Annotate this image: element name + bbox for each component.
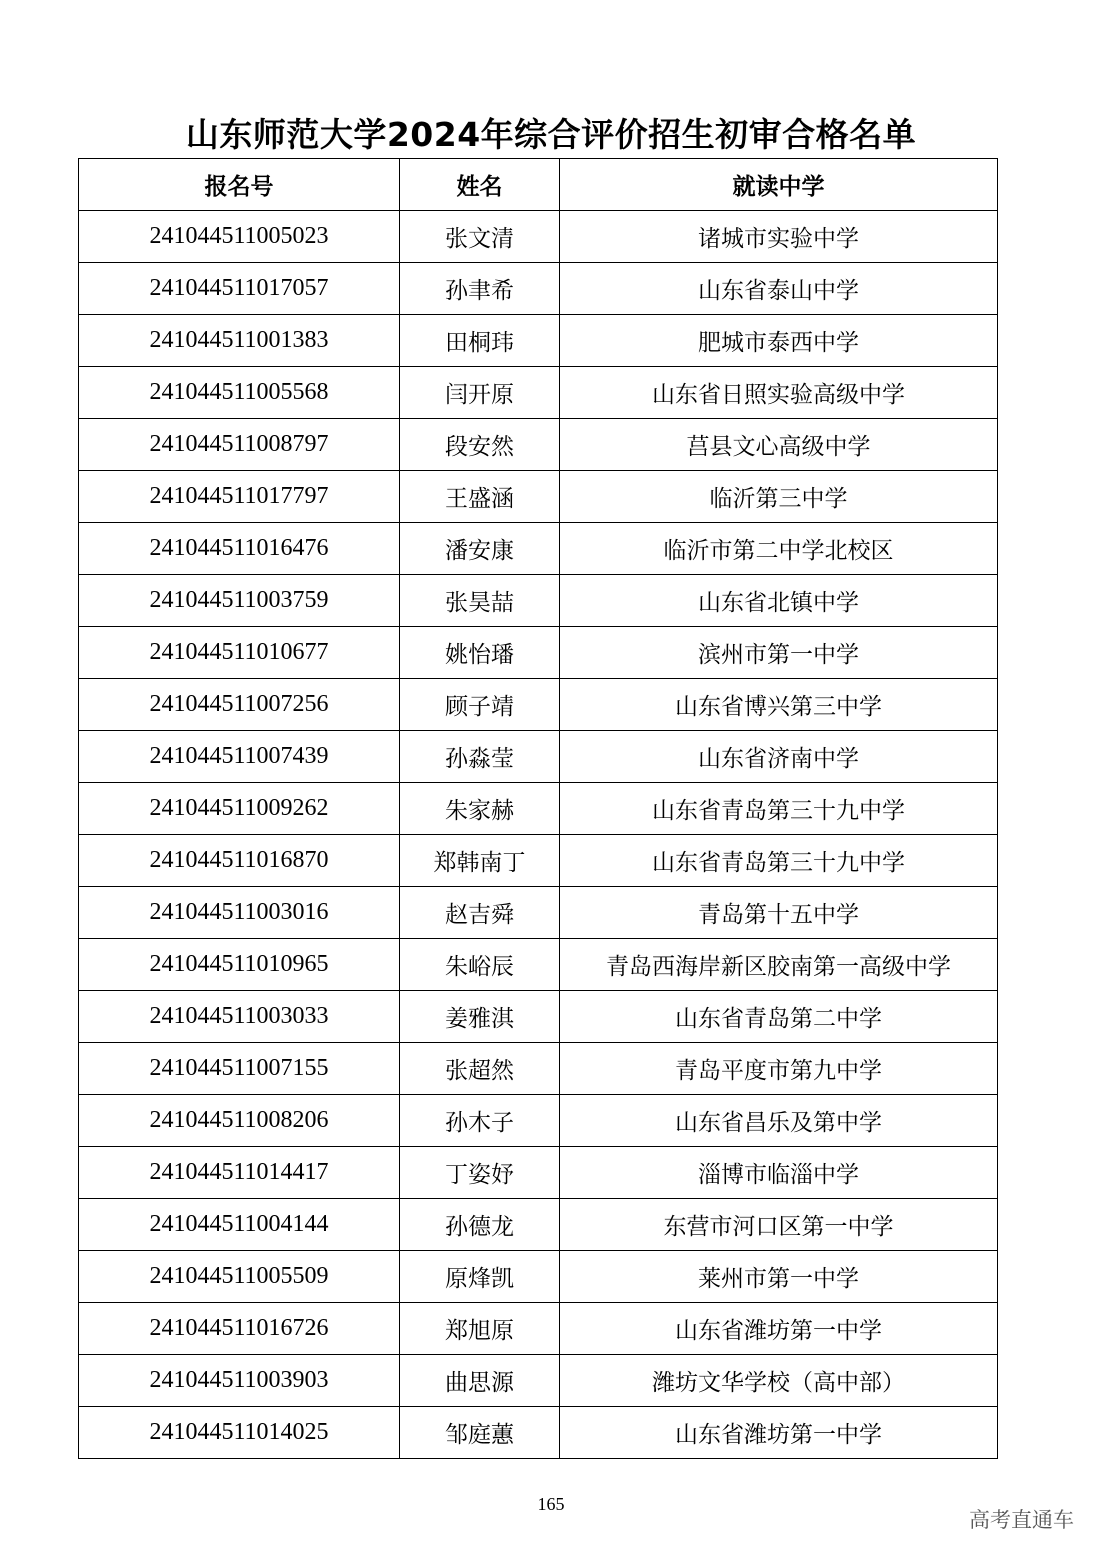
- registration-number-cell: 241044511017057: [79, 263, 400, 315]
- table-row: [79, 679, 998, 731]
- table-row: [79, 1147, 998, 1199]
- school-cell: 山东省北镇中学: [560, 575, 998, 627]
- registration-number-cell: 241044511010677: [79, 627, 400, 679]
- student-name-cell: 丁姿妤: [400, 1147, 560, 1199]
- student-name-cell: 姜雅淇: [400, 991, 560, 1043]
- school-cell: 山东省潍坊第一中学: [560, 1407, 998, 1459]
- registration-number-cell: 241044511016476: [79, 523, 400, 575]
- table-row: [79, 783, 998, 835]
- table-row: [79, 1095, 998, 1147]
- student-name-cell: 邹庭蕙: [400, 1407, 560, 1459]
- school-cell: 青岛西海岸新区胶南第一高级中学: [560, 939, 998, 991]
- registration-number-cell: 241044511003903: [79, 1355, 400, 1407]
- table-row: [79, 731, 998, 783]
- header-name: 姓名: [400, 159, 560, 211]
- school-cell: 临沂第三中学: [560, 471, 998, 523]
- table-row: [79, 1199, 998, 1251]
- registration-number-cell: 241044511007155: [79, 1043, 400, 1095]
- school-cell: 山东省日照实验高级中学: [560, 367, 998, 419]
- school-cell: 山东省潍坊第一中学: [560, 1303, 998, 1355]
- registration-number-cell: 241044511008206: [79, 1095, 400, 1147]
- table-row: [79, 471, 998, 523]
- table-row: [79, 887, 998, 939]
- school-cell: 山东省济南中学: [560, 731, 998, 783]
- registration-number-cell: 241044511014417: [79, 1147, 400, 1199]
- school-cell: 山东省青岛第三十九中学: [560, 783, 998, 835]
- header-school: 就读中学: [560, 159, 998, 211]
- registration-number-cell: 241044511001383: [79, 315, 400, 367]
- student-name-cell: 段安然: [400, 419, 560, 471]
- school-cell: 山东省泰山中学: [560, 263, 998, 315]
- header-registration-number: 报名号: [79, 159, 400, 211]
- table-row: [79, 315, 998, 367]
- table-row: [79, 1251, 998, 1303]
- table-row: [79, 1407, 998, 1459]
- table-row: [79, 627, 998, 679]
- student-name-cell: 孙德龙: [400, 1199, 560, 1251]
- school-cell: 莱州市第一中学: [560, 1251, 998, 1303]
- registration-number-cell: 241044511005568: [79, 367, 400, 419]
- school-cell: 潍坊文华学校（高中部）: [560, 1355, 998, 1407]
- registration-number-cell: 241044511003033: [79, 991, 400, 1043]
- registration-number-cell: 241044511005509: [79, 1251, 400, 1303]
- registration-number-cell: 241044511003016: [79, 887, 400, 939]
- student-name-cell: 朱家赫: [400, 783, 560, 835]
- registration-number-cell: 241044511005023: [79, 211, 400, 263]
- table-row: [79, 991, 998, 1043]
- registration-number-cell: 241044511010965: [79, 939, 400, 991]
- student-name-cell: 曲思源: [400, 1355, 560, 1407]
- student-name-cell: 田桐玮: [400, 315, 560, 367]
- registration-number-cell: 241044511007439: [79, 731, 400, 783]
- table-row: [79, 523, 998, 575]
- school-cell: 淄博市临淄中学: [560, 1147, 998, 1199]
- registration-number-cell: 241044511016726: [79, 1303, 400, 1355]
- roster-table: [78, 158, 998, 1459]
- table-row: [79, 1303, 998, 1355]
- table-row: [79, 1355, 998, 1407]
- table-row: [79, 939, 998, 991]
- school-cell: 山东省青岛第三十九中学: [560, 835, 998, 887]
- table-row: [79, 419, 998, 471]
- table-row: [79, 211, 998, 263]
- student-name-cell: 潘安康: [400, 523, 560, 575]
- school-cell: 山东省昌乐及第中学: [560, 1095, 998, 1147]
- student-name-cell: 原烽凯: [400, 1251, 560, 1303]
- student-name-cell: 赵吉舜: [400, 887, 560, 939]
- table-body: [79, 211, 998, 1459]
- student-name-cell: 王盛涵: [400, 471, 560, 523]
- registration-number-cell: 241044511003759: [79, 575, 400, 627]
- school-cell: 青岛平度市第九中学: [560, 1043, 998, 1095]
- registration-number-cell: 241044511007256: [79, 679, 400, 731]
- school-cell: 临沂市第二中学北校区: [560, 523, 998, 575]
- school-cell: 莒县文心高级中学: [560, 419, 998, 471]
- student-name-cell: 张超然: [400, 1043, 560, 1095]
- table-row: [79, 835, 998, 887]
- student-name-cell: 张昊喆: [400, 575, 560, 627]
- watermark: 高考直通车: [969, 1508, 1074, 1532]
- registration-number-cell: 241044511016870: [79, 835, 400, 887]
- table-row: [79, 575, 998, 627]
- registration-number-cell: 241044511017797: [79, 471, 400, 523]
- student-name-cell: 顾子靖: [400, 679, 560, 731]
- table-row: [79, 367, 998, 419]
- table-row: [79, 263, 998, 315]
- student-name-cell: 闫开原: [400, 367, 560, 419]
- student-name-cell: 姚怡璠: [400, 627, 560, 679]
- registration-number-cell: 241044511009262: [79, 783, 400, 835]
- student-name-cell: 郑韩南丁: [400, 835, 560, 887]
- school-cell: 青岛第十五中学: [560, 887, 998, 939]
- registration-number-cell: 241044511004144: [79, 1199, 400, 1251]
- table-header: [79, 159, 998, 211]
- registration-number-cell: 241044511008797: [79, 419, 400, 471]
- page-number: 165: [537, 1494, 565, 1514]
- school-cell: 诸城市实验中学: [560, 211, 998, 263]
- registration-number-cell: 241044511014025: [79, 1407, 400, 1459]
- page-title: 山东师范大学2024年综合评价招生初审合格名单: [185, 115, 917, 154]
- school-cell: 肥城市泰西中学: [560, 315, 998, 367]
- student-name-cell: 张文清: [400, 211, 560, 263]
- school-cell: 山东省青岛第二中学: [560, 991, 998, 1043]
- student-name-cell: 孙聿希: [400, 263, 560, 315]
- school-cell: 东营市河口区第一中学: [560, 1199, 998, 1251]
- student-name-cell: 朱峪辰: [400, 939, 560, 991]
- table-row: [79, 1043, 998, 1095]
- student-name-cell: 孙木子: [400, 1095, 560, 1147]
- school-cell: 山东省博兴第三中学: [560, 679, 998, 731]
- student-name-cell: 孙淼莹: [400, 731, 560, 783]
- school-cell: 滨州市第一中学: [560, 627, 998, 679]
- header-row: [79, 159, 998, 211]
- student-name-cell: 郑旭原: [400, 1303, 560, 1355]
